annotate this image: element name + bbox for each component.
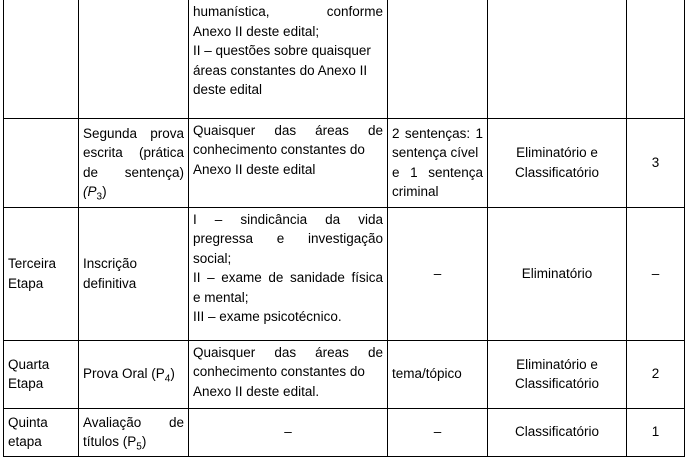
carater-cell (488, 207, 627, 340)
conteudo-line: social; (193, 250, 232, 266)
etapa-cell (4, 118, 79, 207)
prova-close: ) (170, 366, 175, 382)
table-row (4, 340, 685, 408)
itens-line: e 1 sentença (392, 164, 483, 180)
conteudo-line: deste edital (193, 82, 263, 97)
prova-line: definitiva (83, 275, 137, 291)
prova-subscript: 4 (164, 373, 171, 385)
etapa-line: Etapa (8, 275, 44, 291)
prova-close: ) (102, 184, 107, 199)
itens-line: sentença cível (392, 145, 479, 160)
prova-line: Avaliação de (83, 414, 184, 430)
itens-cell (388, 0, 488, 118)
prova-cell (79, 408, 189, 456)
carater-line: Classificatório (514, 424, 600, 440)
etapa-line: Etapa (8, 376, 44, 391)
prova-symbol: (P (83, 184, 97, 199)
conteudo-line: Quaisquer das áreas de (193, 344, 383, 360)
prova-line (83, 432, 184, 452)
peso-cell: 1 (627, 408, 685, 456)
table-row (4, 118, 685, 207)
conteudo-line: II – exame de sanidade física (193, 270, 383, 285)
conteudo-line: conhecimento constantes do (193, 142, 365, 157)
carater-cell (488, 0, 627, 118)
prova-close: ) (141, 434, 147, 449)
prova-line: Inscrição (83, 256, 138, 271)
carater-cell (488, 118, 627, 207)
prova-line: escrita (prática (83, 145, 184, 160)
prova-subscript: 5 (136, 441, 142, 453)
itens-cell (388, 118, 488, 207)
peso-cell: – (627, 207, 685, 340)
etapa-cell (4, 0, 79, 118)
conteudo-line: III – exame psicotécnico. (193, 309, 342, 324)
conteudo-line: Quaisquer das áreas de (193, 122, 383, 138)
conteudo-cell (189, 340, 388, 408)
prova-line: de sentença) (83, 164, 184, 180)
peso-cell: 2 (627, 340, 685, 408)
etapa-cell (4, 207, 79, 340)
conteudo-line: e mental; (193, 289, 249, 305)
etapa-line: Quarta (8, 356, 50, 372)
conteudo-line: áreas constantes do Anexo II (193, 62, 368, 78)
prova-line (83, 364, 184, 384)
exam-stages-table (3, 0, 685, 457)
conteudo-cell (189, 0, 388, 118)
carater-line: Classificatório (514, 164, 600, 180)
prova-line (83, 182, 184, 202)
carater-line: Classificatório (514, 376, 600, 391)
carater-line: Eliminatório e (516, 356, 598, 372)
etapa-line: etapa (8, 434, 42, 449)
prova-subscript: 3 (96, 191, 103, 203)
prova-line: Segunda prova (83, 125, 184, 141)
itens-cell: tema/tópico (388, 340, 488, 408)
table-row (4, 0, 685, 118)
etapa-cell (4, 340, 79, 408)
conteudo-line: I – sindicância da vida (193, 211, 383, 227)
prova-cell (79, 118, 189, 207)
etapa-line: Terceira (8, 256, 57, 271)
conteudo-line: conhecimento constantes do (193, 364, 365, 379)
etapa-line: Quinta (8, 414, 48, 430)
carater-cell (488, 408, 627, 456)
itens-line: 2 sentenças: 1 (392, 125, 483, 141)
conteudo-line: Anexo II deste edital; (193, 23, 320, 39)
peso-cell (627, 0, 685, 118)
carater-line: Eliminatório (521, 265, 593, 281)
conteudo-cell (189, 207, 388, 340)
conteudo-line: humanística, conforme (193, 4, 383, 19)
carater-cell (488, 340, 627, 408)
table-row (4, 207, 685, 340)
conteudo-line: Anexo II deste edital. (193, 383, 320, 399)
itens-cell: – (388, 408, 488, 456)
prova-symbol: Prova Oral (P (83, 366, 165, 382)
carater-line: Eliminatório e (516, 145, 598, 160)
etapa-cell (4, 408, 79, 456)
itens-cell: – (388, 207, 488, 340)
prova-symbol: títulos (P (83, 434, 137, 449)
prova-cell (79, 0, 189, 118)
table-row (4, 408, 685, 456)
prova-cell (79, 207, 189, 340)
conteudo-line: Anexo II deste edital (193, 161, 316, 177)
conteudo-line: II – questões sobre quaisquer (193, 43, 371, 58)
conteudo-cell (189, 118, 388, 207)
prova-cell (79, 340, 189, 408)
conteudo-cell: – (189, 408, 388, 456)
itens-line: criminal (392, 184, 439, 199)
conteudo-line: pregressa e investigação (193, 231, 383, 246)
peso-cell: 3 (627, 118, 685, 207)
